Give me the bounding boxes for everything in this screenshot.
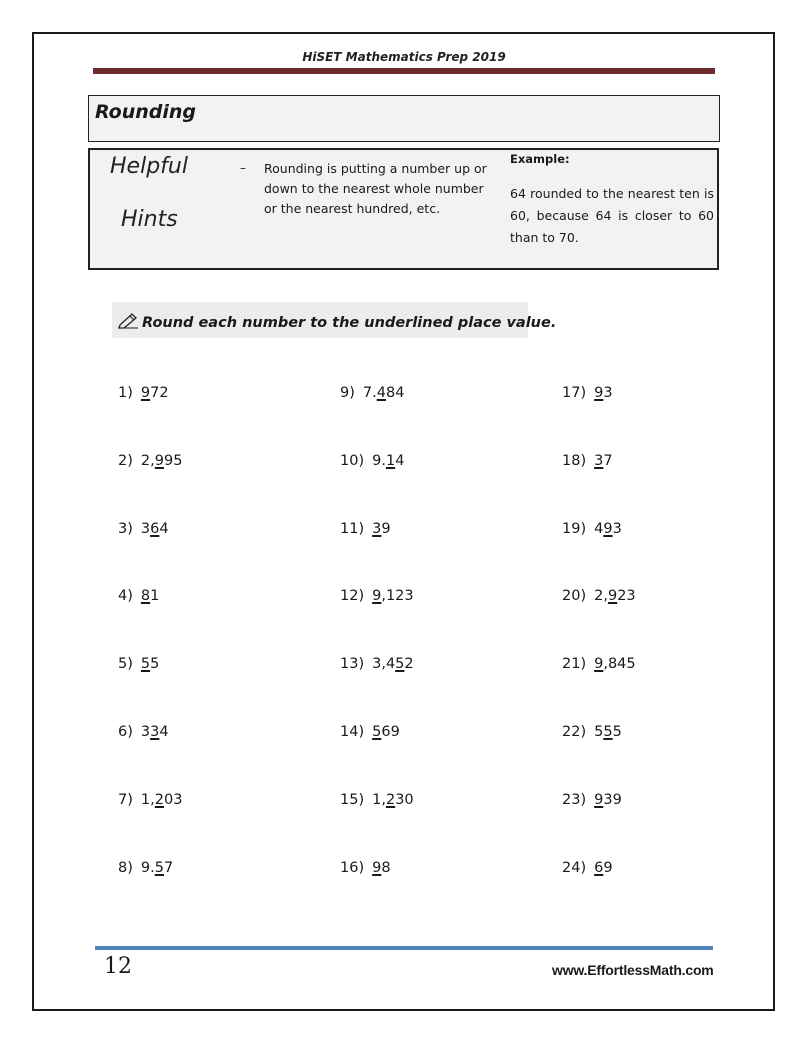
hints-word-helpful: Helpful xyxy=(110,154,188,179)
problem-item xyxy=(118,453,182,469)
problem-number: 21) xyxy=(562,656,587,673)
underlined-digit: 6 xyxy=(594,859,604,876)
underlined-digit: 5 xyxy=(372,724,382,740)
problem-value: 9.57 xyxy=(140,859,174,876)
header-title: HiSET Mathematics Prep 2019 xyxy=(302,50,506,64)
problem-item xyxy=(562,521,622,537)
problem-number: 8) xyxy=(118,859,133,876)
problem-item xyxy=(118,724,169,740)
problem-number: 10) xyxy=(340,452,365,469)
problem-value: 3,452 xyxy=(372,656,414,673)
problem-number: 9) xyxy=(340,385,355,401)
underlined-digit: 3 xyxy=(150,724,160,740)
underlined-digit: 4 xyxy=(376,385,386,401)
pencil-icon xyxy=(117,311,139,329)
problem-item xyxy=(340,521,391,537)
problem-value: 93 xyxy=(594,385,613,401)
problem-value: 9.14 xyxy=(372,452,405,469)
problem-number: 2) xyxy=(118,452,133,469)
problem-item xyxy=(340,385,404,401)
example-text: 64 rounded to the nearest ten is 60, because 64 is closer to 60 than to 70. xyxy=(510,186,714,245)
problem-value: 493 xyxy=(594,520,622,537)
problem-number: 24) xyxy=(562,859,587,876)
problem-value: 1,203 xyxy=(140,791,183,808)
problem-item xyxy=(118,385,169,401)
problem-number: 3) xyxy=(118,520,133,537)
underlined-digit: 5 xyxy=(140,656,151,673)
problem-value: 555 xyxy=(594,724,622,740)
problem-number: 17) xyxy=(562,385,587,401)
problem-number: 18) xyxy=(562,452,587,469)
problem-item xyxy=(562,385,613,401)
problem-value: 9,845 xyxy=(594,656,636,673)
problem-number: 15) xyxy=(340,791,365,808)
helpful-hints-box xyxy=(88,148,719,270)
problem-number: 11) xyxy=(340,520,365,537)
underlined-digit: 9 xyxy=(594,385,604,401)
underlined-digit: 3 xyxy=(594,452,604,469)
hints-dash: – xyxy=(240,161,246,175)
problem-number: 7) xyxy=(118,791,133,808)
problem-item xyxy=(562,860,613,876)
underlined-digit: 9 xyxy=(372,859,382,876)
problem-item xyxy=(562,588,636,604)
problem-value: 569 xyxy=(372,724,400,740)
section-title: Rounding xyxy=(95,101,197,123)
problem-number: 23) xyxy=(562,791,587,808)
instruction-text: Round each number to the underlined place value. xyxy=(142,315,557,331)
problem-value: 972 xyxy=(140,385,169,401)
problem-value: 1,230 xyxy=(372,791,414,808)
problem-value: 2,923 xyxy=(594,588,636,605)
underlined-digit: 9 xyxy=(607,588,618,605)
problem-value: 39 xyxy=(372,520,391,537)
problem-number: 4) xyxy=(118,588,133,605)
problem-item xyxy=(340,656,414,672)
problem-item xyxy=(340,588,414,604)
underlined-digit: 2 xyxy=(154,791,164,808)
problem-item xyxy=(562,792,622,808)
problem-number: 13) xyxy=(340,656,365,673)
underlined-digit: 9 xyxy=(594,656,604,673)
instruction-bar xyxy=(112,302,557,338)
problem-value: 69 xyxy=(594,859,613,876)
problem-item xyxy=(562,656,636,672)
problem-item xyxy=(118,521,169,537)
underlined-digit: 9 xyxy=(594,791,604,808)
problem-number: 6) xyxy=(118,724,133,740)
problem-item xyxy=(562,453,613,469)
header-rule xyxy=(93,68,715,74)
problem-value: 2,995 xyxy=(140,452,183,469)
underlined-digit: 2 xyxy=(385,791,396,808)
problem-value: 334 xyxy=(140,724,169,740)
underlined-digit: 6 xyxy=(150,520,160,537)
problem-value: 9,123 xyxy=(372,588,414,605)
problem-item xyxy=(118,792,182,808)
underlined-digit: 5 xyxy=(154,859,164,876)
problem-item xyxy=(340,453,404,469)
example-label: Example: xyxy=(510,152,570,166)
problem-number: 14) xyxy=(340,724,365,740)
problem-number: 22) xyxy=(562,724,587,740)
underlined-digit: 8 xyxy=(140,588,151,605)
underlined-digit: 9 xyxy=(603,520,613,537)
underlined-digit: 9 xyxy=(154,452,164,469)
section-title-box xyxy=(88,95,720,142)
problem-value: 55 xyxy=(140,656,160,673)
footer-rule xyxy=(95,946,713,950)
problem-item xyxy=(118,588,159,604)
problem-value: 37 xyxy=(594,452,613,469)
problem-item xyxy=(340,724,400,740)
problem-item xyxy=(340,860,391,876)
problem-value: 939 xyxy=(594,791,622,808)
page-number: 12 xyxy=(104,954,132,979)
site-url: www.EffortlessMath.com xyxy=(552,962,714,978)
problem-item xyxy=(118,860,173,876)
problem-value: 81 xyxy=(140,588,160,605)
underlined-digit: 5 xyxy=(603,724,613,740)
hints-word-hints: Hints xyxy=(121,207,178,232)
problem-item xyxy=(118,656,159,672)
problem-item xyxy=(340,792,414,808)
problem-number: 19) xyxy=(562,520,587,537)
problem-value: 7.484 xyxy=(362,385,405,401)
problem-value: 364 xyxy=(140,520,169,537)
underlined-digit: 9 xyxy=(140,385,151,401)
problem-number: 20) xyxy=(562,588,587,605)
problem-number: 12) xyxy=(340,588,365,605)
problem-number: 5) xyxy=(118,656,133,673)
problem-item xyxy=(562,724,622,740)
underlined-digit: 1 xyxy=(385,452,396,469)
underlined-digit: 5 xyxy=(395,656,405,673)
hints-text: Rounding is putting a number up or down to the nearest whole number or the nearest hundred, etc. xyxy=(264,161,487,216)
underlined-digit: 3 xyxy=(372,520,382,537)
problem-value: 98 xyxy=(372,859,391,876)
problem-number: 1) xyxy=(118,385,133,401)
underlined-digit: 9 xyxy=(372,588,382,605)
problem-number: 16) xyxy=(340,859,365,876)
